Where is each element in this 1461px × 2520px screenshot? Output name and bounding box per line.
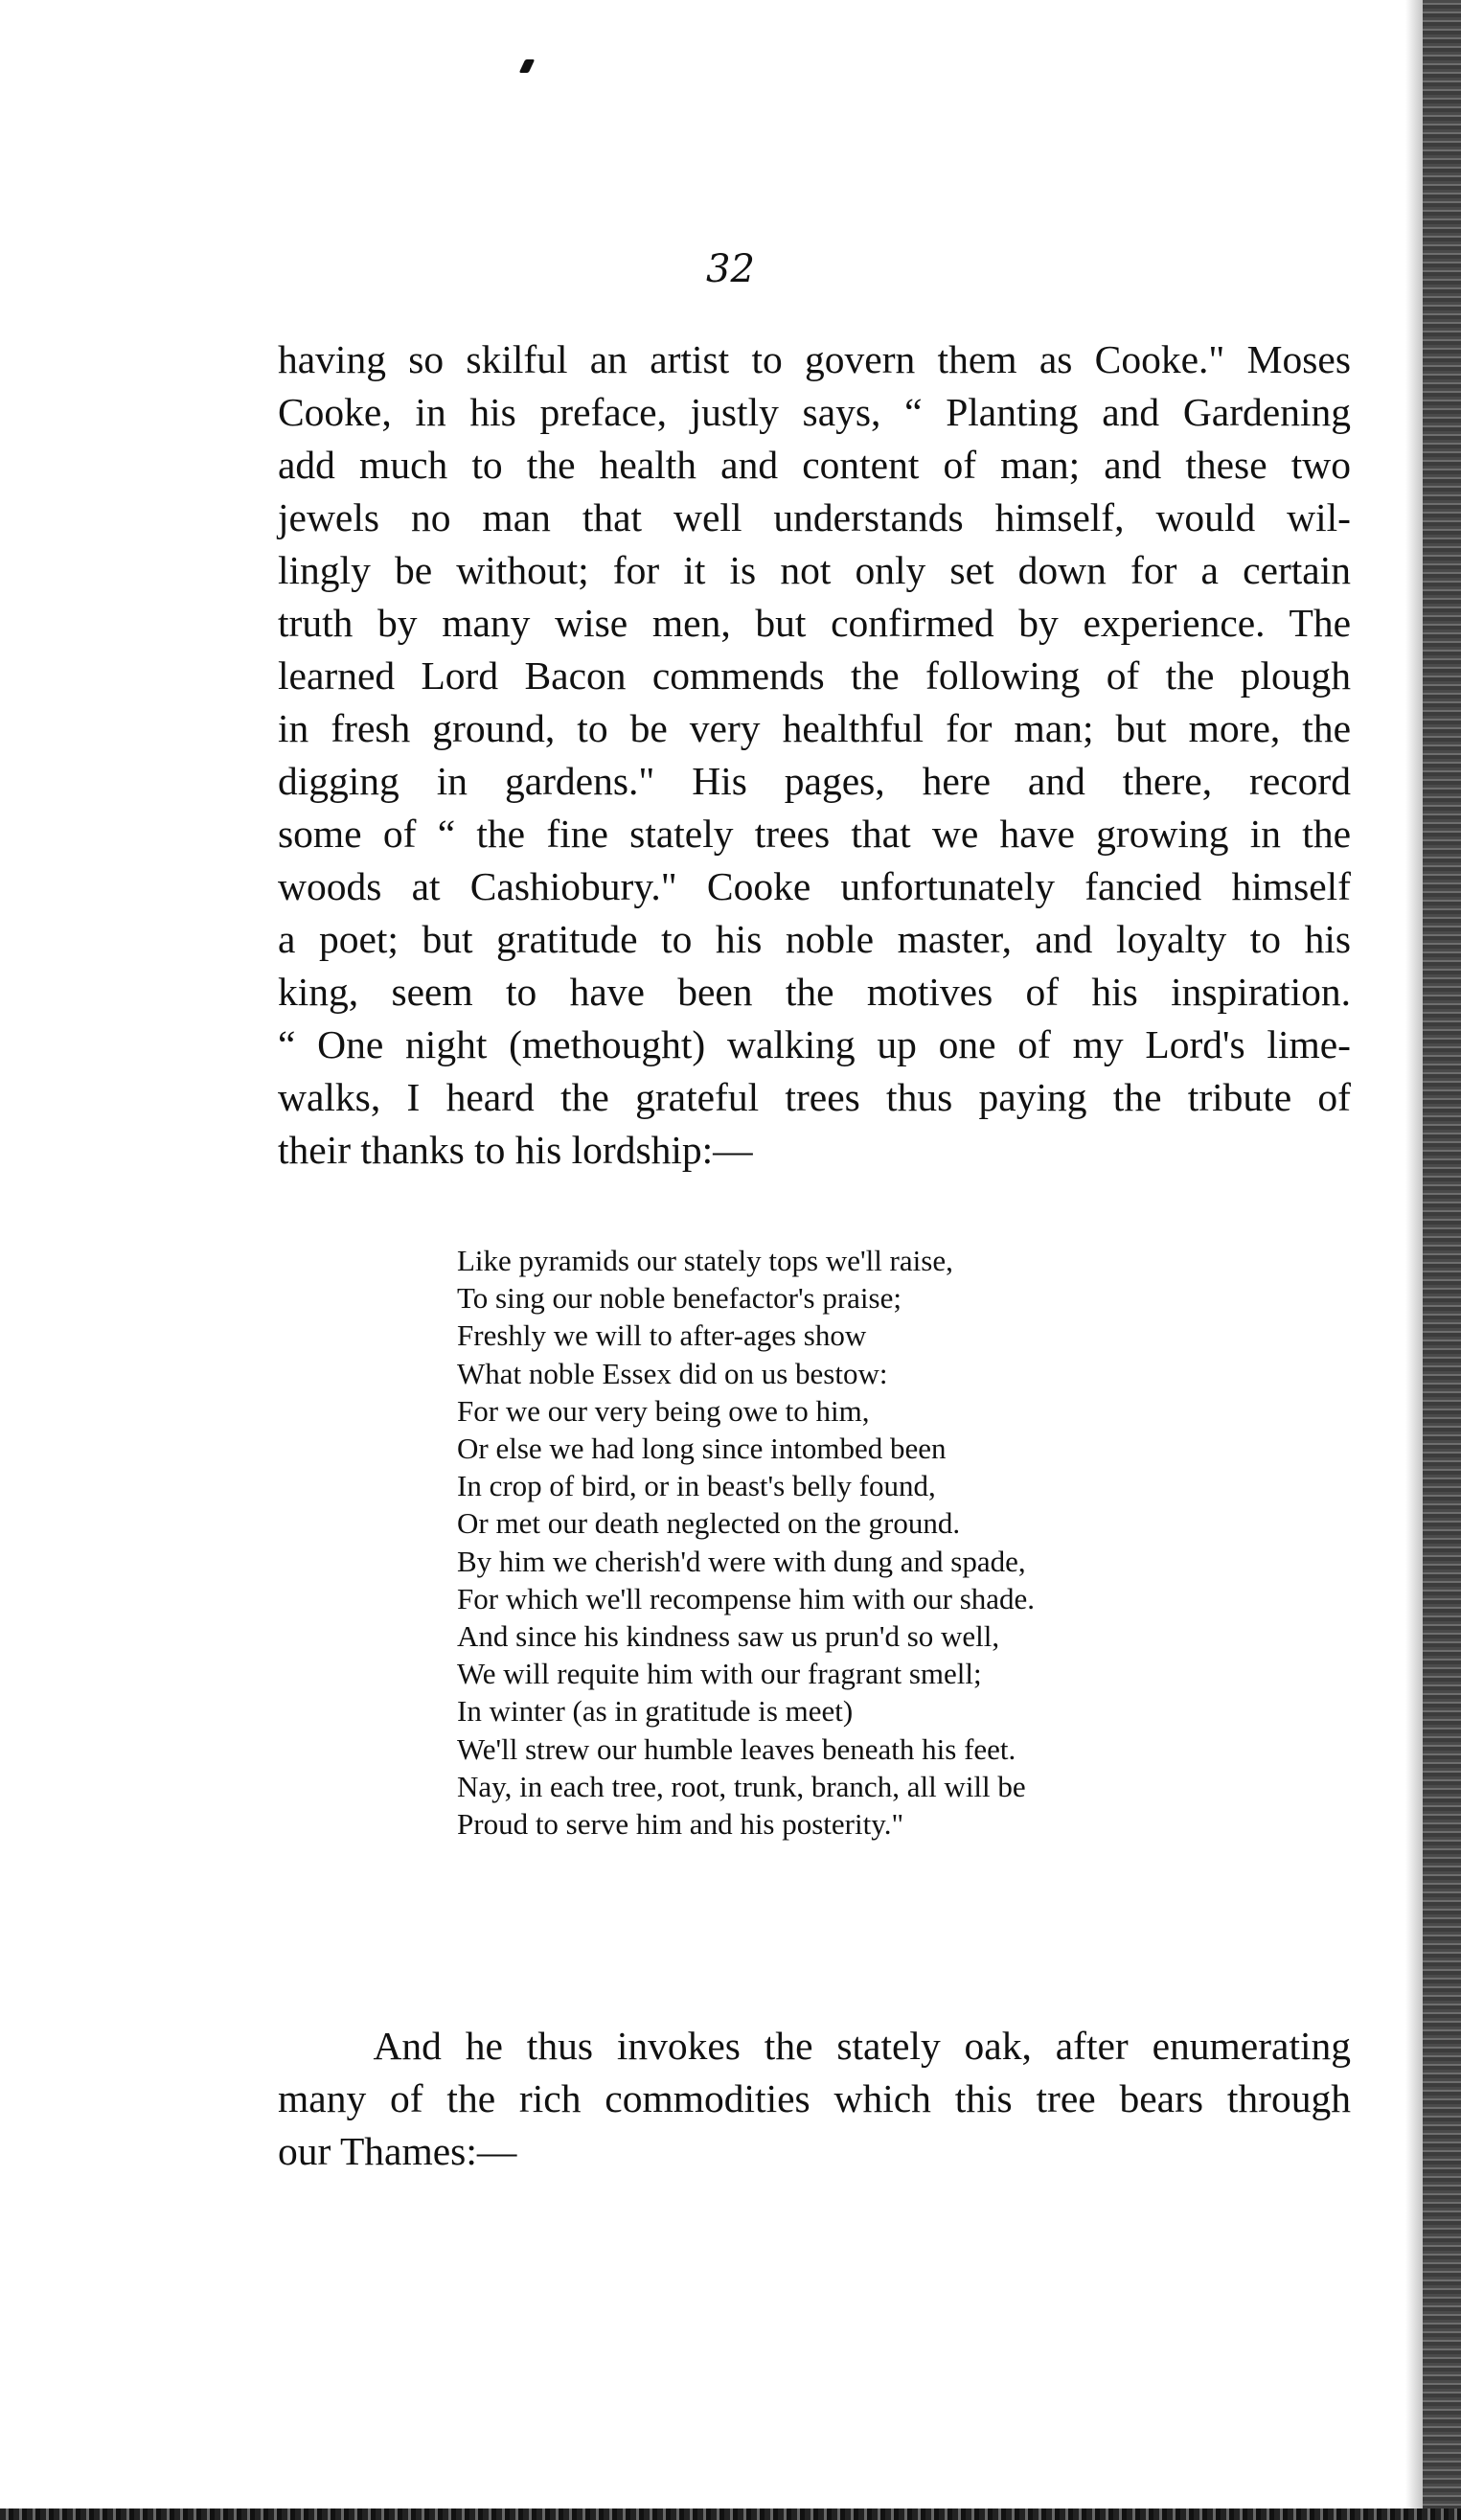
poem-quotation — [457, 1242, 1035, 1843]
text-line: our Thames:— — [278, 2129, 517, 2173]
poem-line: Freshly we will to after-ages show — [457, 1318, 867, 1353]
text-line: king, seem to have been the motives of his inspiration. — [278, 970, 1351, 1014]
poem-line: For which we'll recompense him with our shade. — [457, 1581, 1036, 1615]
page-edge-bottom — [0, 2509, 1461, 2520]
text-line: Cooke, in his preface, justly says, “ Planting and Gardening — [278, 390, 1351, 434]
text-line: jewels no man that well understands himself, would wil- — [278, 495, 1351, 539]
paragraph-prose-2 — [278, 2020, 1351, 2178]
poem-line: To sing our noble benefactor's praise; — [457, 1281, 902, 1316]
text-line: a poet; but gratitude to his noble master, and loyalty to his — [278, 917, 1351, 961]
text-line: having so skilful an artist to govern them as Cooke." Moses — [278, 337, 1351, 381]
poem-line: We will requite him with our fragrant smell; — [457, 1657, 982, 1691]
text-line: in fresh ground, to be very healthful for man; but more, the — [278, 706, 1351, 750]
page-edge-shadow — [1405, 0, 1423, 2520]
poem-line: In winter (as in gratitude is meet) — [457, 1694, 854, 1729]
poem-line: Nay, in each tree, root, trunk, branch, all will be — [457, 1769, 1026, 1803]
poem-line: Or else we had long since intombed been — [457, 1432, 947, 1466]
poem-line: By him we cherish'd were with dung and spade, — [457, 1544, 1026, 1578]
text-line: “ One night (methought) walking up one of my Lord's lime- — [278, 1022, 1351, 1066]
text-line: learned Lord Bacon commends the following of the plough — [278, 653, 1351, 698]
ink-speck — [519, 59, 536, 73]
poem-line: Or met our death neglected on the ground. — [457, 1506, 961, 1541]
text-line: some of “ the fine stately trees that we have growing in the — [278, 812, 1351, 856]
text-line: woods at Cashiobury." Cooke unfortunately fancied himself — [278, 864, 1351, 908]
page-number: 32 — [706, 247, 755, 291]
poem-line: We'll strew our humble leaves beneath his feet. — [457, 1731, 1016, 1766]
text-line: lingly be without; for it is not only set down for a certain — [278, 548, 1351, 592]
poem-line: For we our very being owe to him, — [457, 1393, 870, 1428]
text-line: add much to the health and content of man; and these two — [278, 443, 1351, 487]
poem-line: And since his kindness saw us prun'd so well, — [457, 1619, 1000, 1654]
text-line: digging in gardens." His pages, here and there, record — [278, 759, 1351, 803]
poem-line: In crop of bird, or in beast's belly found, — [457, 1469, 936, 1503]
paragraph-prose-1 — [278, 333, 1351, 1177]
text-line: their thanks to his lordship:— — [278, 1128, 753, 1172]
text-line: truth by many wise men, but confirmed by experience. The — [278, 601, 1351, 645]
page-edge-binding — [1423, 0, 1461, 2520]
text-line: And he thus invokes the stately oak, after enumerating — [278, 2024, 1351, 2068]
poem-line: Proud to serve him and his posterity." — [457, 1807, 904, 1842]
poem-line: What noble Essex did on us bestow: — [457, 1356, 888, 1390]
text-line: walks, I heard the grateful trees thus paying the tribute of — [278, 1075, 1351, 1119]
poem-line: Like pyramids our stately tops we'll raise, — [457, 1244, 953, 1277]
text-line: many of the rich commodities which this tree bears through — [278, 2076, 1351, 2120]
